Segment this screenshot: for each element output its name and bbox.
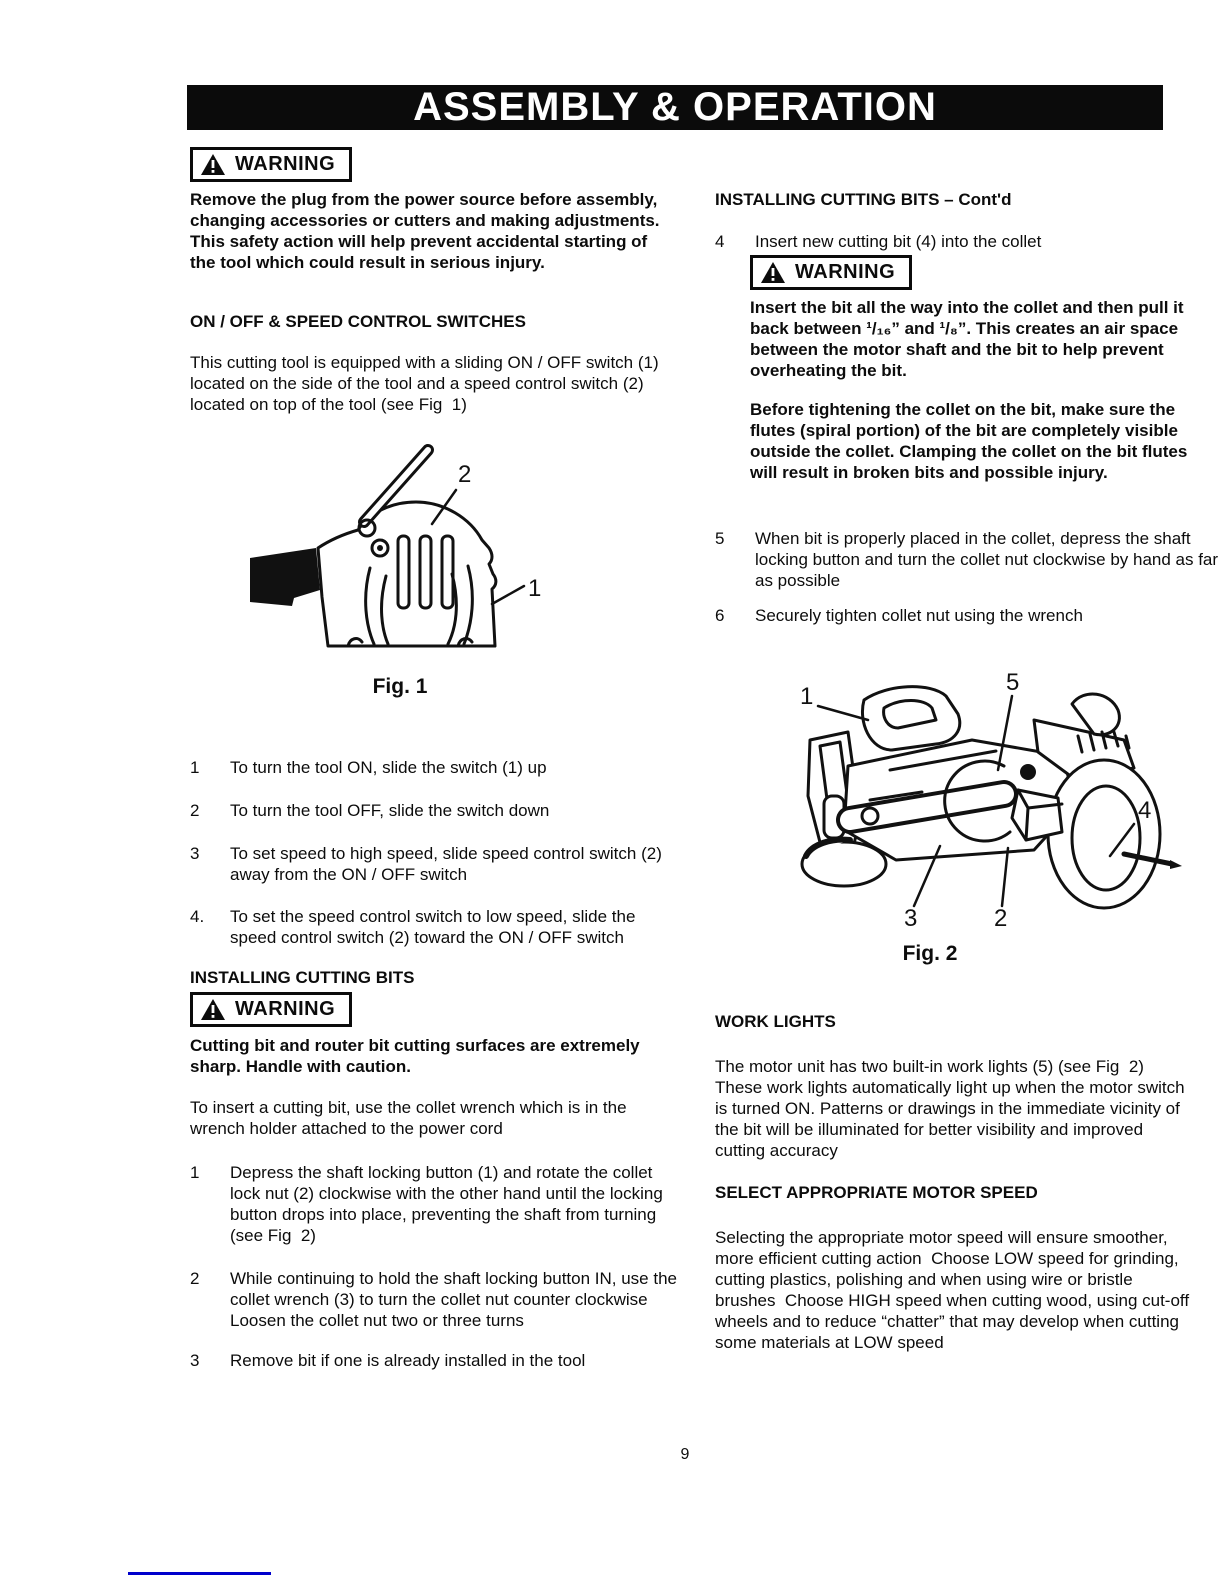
installing-step-6: 6 Securely tighten collet nut using the wrench xyxy=(715,606,1083,625)
fig2-label-5: 5 xyxy=(1006,669,1020,696)
fig2-caption: Fig. 2 xyxy=(902,942,958,965)
warning-label: WARNING xyxy=(795,261,896,283)
warning-box-insert xyxy=(750,255,912,290)
installing-step-4: 4 Insert new cutting bit (4) into the collet xyxy=(715,232,1042,251)
switches-body-text: This cutting tool is equipped with a sliding ON / OFF switch (1) located on the side of the tool and a speed control switch (2) located on top of the tool (see Fig 1) xyxy=(190,353,664,414)
switch-step-2: 2 To turn the tool OFF, slide the switch down xyxy=(190,801,550,820)
leader-line-2 xyxy=(1002,848,1008,906)
fig2-illustration xyxy=(772,648,1192,941)
switch-step-3: 3 To set speed to high speed, slide speed control switch (2) away from the ON / OFF switch xyxy=(190,844,667,884)
leader-line-2 xyxy=(432,490,456,524)
fig2-label-3: 3 xyxy=(904,905,918,932)
work-light xyxy=(1020,764,1036,780)
installing-step-3: 3 Remove bit if one is already installed in the tool xyxy=(190,1351,586,1370)
page-number: 9 xyxy=(680,1446,690,1463)
page-title: ASSEMBLY & OPERATION xyxy=(413,85,937,129)
vent-slot xyxy=(442,536,453,608)
fig2-label-4: 4 xyxy=(1138,797,1152,824)
switch-step-4: 4. To set the speed control switch to low speed, slide the speed control switch (2) toward the ON / OFF switch xyxy=(190,907,641,947)
insert-warning-para2: Before tightening the collet on the bit, make sure the flutes (spiral portion) of the bit are completely visible outside the collet. Clamping the collet on the bit flutes will result in broken bits and possible injury. xyxy=(750,400,1193,482)
leader-line-1 xyxy=(492,586,524,604)
warning-intro-text: Remove the plug from the power source before assembly, changing accessories or cutters and making adjustments. This safety action will help prevent accidental starting of the tool which could result in serious injury. xyxy=(190,190,665,272)
insert-warning-para1: Insert the bit all the way into the collet and then pull it back between ¹/₁₆” and ¹/₈”. This creates an air space between the motor shaft and the bit to help prevent overheating the bit. xyxy=(750,298,1189,380)
installing-body-text: To insert a cutting bit, use the collet wrench which is in the wrench holder attached to the power cord xyxy=(190,1098,632,1138)
switch-step-1: 1 To turn the tool ON, slide the switch (1) up xyxy=(190,758,547,777)
leader-line-1 xyxy=(818,706,868,720)
fig1-caption: Fig. 1 xyxy=(372,675,428,698)
warning-label: WARNING xyxy=(235,998,336,1020)
installing-warning-text: Cutting bit and router bit cutting surfaces are extremely sharp. Handle with caution. xyxy=(190,1036,645,1076)
installing-step-1: 1 Depress the shaft locking button (1) and rotate the collet lock nut (2) clockwise with the other hand until the locking button drops into place, preventing the shaft from turning (see Fig 2) xyxy=(190,1163,668,1245)
warning-icon xyxy=(200,998,226,1021)
fig2-label-1: 1 xyxy=(800,683,814,710)
section-heading-motor-speed: SELECT APPROPRIATE MOTOR SPEED xyxy=(715,1183,1038,1202)
motor-speed-body: Selecting the appropriate motor speed will ensure smoother, more efficient cutting action Choose LOW speed for grinding, cutting plastics, polishing and when using wire or bristle brushes Choose HIGH speed when cutting wood, using cut-off wheels and to reduce “chatter” that may develop when cutting some materials at LOW speed xyxy=(715,1228,1194,1352)
fig1-illustration xyxy=(232,432,604,669)
warning-icon xyxy=(760,261,786,284)
footer-underline xyxy=(128,1572,271,1575)
section-heading-work-lights: WORK LIGHTS xyxy=(715,1012,836,1031)
warning-box-bits xyxy=(190,992,352,1027)
installing-step-2: 2 While continuing to hold the shaft locking button IN, use the collet wrench (3) to turn the collet nut counter clockwise Loosen the collet nut two or three turns xyxy=(190,1269,682,1330)
work-lights-body: The motor unit has two built-in work lights (5) (see Fig 2) These work lights automatically light up when the motor switch is turned ON. Patterns or drawings in the immediate vicinity of the bit will be illuminated for better visibility and improved cutting accuracy xyxy=(715,1057,1190,1160)
tool-nozzle xyxy=(250,548,320,606)
section-heading-switches: ON / OFF & SPEED CONTROL SWITCHES xyxy=(190,312,526,331)
fig1-label-2: 2 xyxy=(458,461,472,488)
page-title-banner xyxy=(187,85,1163,130)
collet-nut xyxy=(1012,790,1062,840)
vent-slot xyxy=(398,536,409,608)
warning-label: WARNING xyxy=(235,153,336,175)
installing-step-5: 5 When bit is properly placed in the collet, depress the shaft locking button and turn the collet nut clockwise by hand as far as possible xyxy=(715,529,1223,590)
section-heading-installing-contd: INSTALLING CUTTING BITS – Cont'd xyxy=(715,190,1012,209)
section-heading-installing: INSTALLING CUTTING BITS xyxy=(190,968,415,987)
warning-icon xyxy=(200,153,226,176)
warning-box-intro xyxy=(190,147,352,182)
vent-slot xyxy=(420,536,431,608)
fig1-label-1: 1 xyxy=(528,575,542,602)
fig2-label-2: 2 xyxy=(994,905,1008,932)
